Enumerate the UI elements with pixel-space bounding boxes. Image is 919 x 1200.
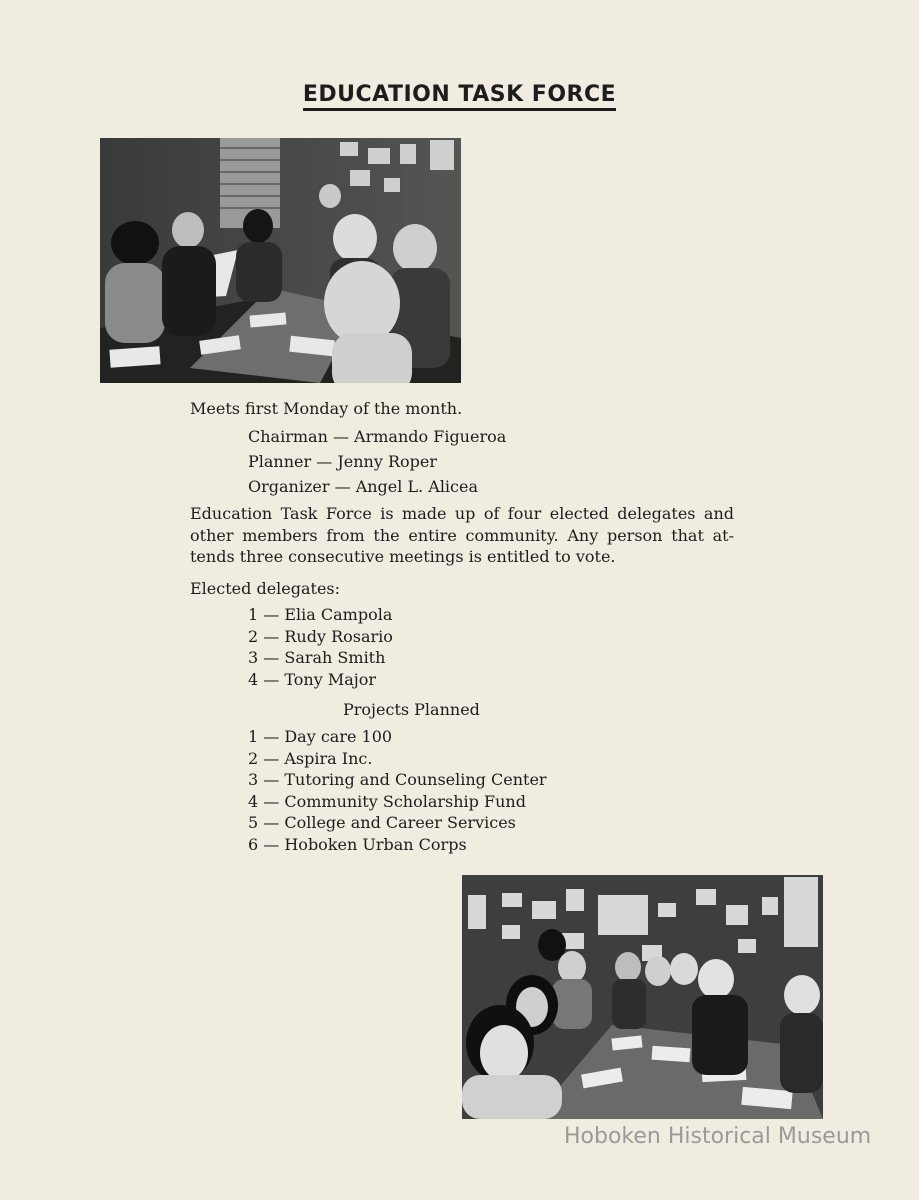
projects-heading: Projects Planned (343, 700, 480, 719)
list-item: 5 — College and Career Services (248, 813, 516, 832)
list-item: 4 — Tony Major (248, 669, 377, 689)
officer-chairman: Chairman — Armando Figueroa (248, 427, 507, 446)
delegates-list (248, 604, 393, 690)
meeting-photo-bottom (462, 875, 823, 1119)
list-item: 4 — Community Scholarship Fund (248, 791, 526, 811)
officer-organizer: Organizer — Angel L. Alicea (248, 477, 479, 496)
officer-planner: Planner — Jenny Roper (248, 452, 437, 471)
list-item: 1 — Elia Campola (248, 605, 393, 624)
description-line: other members from the entire community. Any person that at- (190, 525, 734, 545)
museum-watermark: Hoboken Historical Museum (564, 1124, 872, 1149)
list-item: 3 — Sarah Smith (248, 648, 386, 667)
meeting-photo-top (100, 138, 461, 383)
list-item: 3 — Tutoring and Counseling Center (248, 770, 547, 789)
list-item: 2 — Aspira Inc. (248, 748, 373, 768)
description-line: tends three consecutive meetings is entitled to vote. (190, 547, 616, 566)
list-item: 6 — Hoboken Urban Corps (248, 834, 467, 854)
list-item: 2 — Rudy Rosario (248, 626, 393, 646)
elected-delegates-heading: Elected delegates: (190, 579, 341, 598)
description-line: Education Task Force is made up of four elected delegates and (190, 504, 734, 523)
task-force-description (190, 503, 734, 568)
officers-list (248, 426, 506, 501)
list-item: 1 — Day care 100 (248, 727, 393, 746)
projects-list (248, 726, 547, 855)
meeting-schedule: Meets first Monday of the month. (190, 399, 463, 418)
page-title: EDUCATION TASK FORCE (0, 82, 919, 107)
